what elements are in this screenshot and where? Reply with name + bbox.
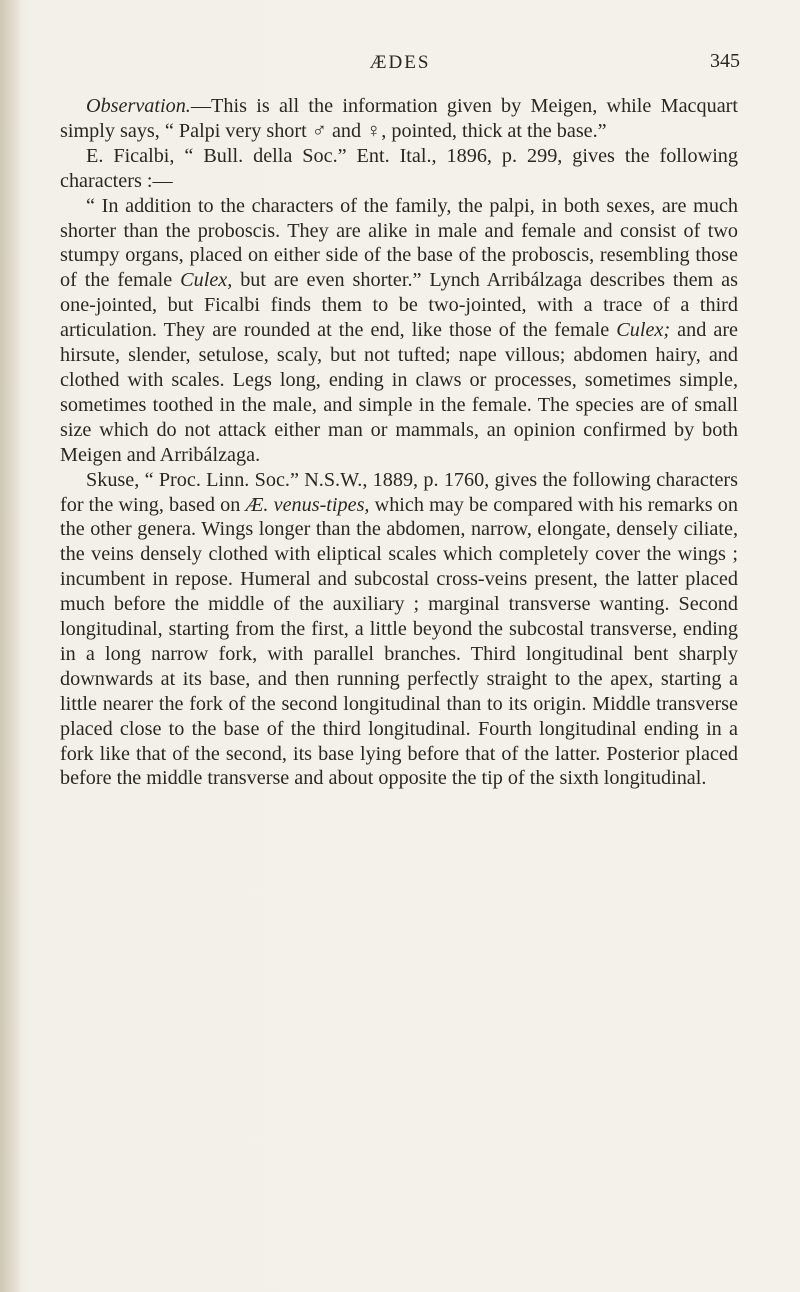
paragraph-observation bbox=[60, 94, 738, 144]
skuse-text-1: Skuse, “ Proc. Linn. Soc.” N.S.W., 1889, p. 1760, gives the following characters for the wing, based on bbox=[60, 468, 738, 516]
page-number: 345 bbox=[710, 50, 740, 72]
observation-lead: Observation. bbox=[86, 95, 191, 117]
skuse-species: Æ. venus-tipes, bbox=[245, 493, 370, 516]
palpi-text-3: and are hirsute, slender, setulose, scaly, but not tufted; nape villous; abdomen hairy, and clothed with scales. Legs long, ending in claws or processes, sometimes simple, sometimes toothed in the male, and simple in the female. The species are of small size which do not attack either man or mammals, an opinion confirmed by both Meigen and Arribálzaga. bbox=[60, 319, 738, 466]
paragraph-skuse-wing bbox=[60, 468, 738, 792]
skuse-text-2: which may be compared with his remarks on the other genera. Wings longer than the abdomen, narrow, elongate, densely ciliate, the veins densely clothed with eliptical scales which completely cover the wings ; incumbent in repose. Humeral and subcostal cross-veins present, the latter placed much before the middle of the auxiliary ; marginal transverse wanting. Second longitudinal, starting from the first, a little beyond the subcostal transverse, ending in a long narrow fork, with parallel branches. Third longitudinal bent sharply downwards at its base, and then running perfectly straight to the apex, starting a little nearer the fork of the second longitudinal than to its origin. Middle transverse placed close to the base of the third longitudinal. Fourth longitudinal ending in a fork like that of the second, its base lying before that of the latter. Posterior placed before the middle transverse and about opposite the tip of the sixth longitudinal. bbox=[60, 493, 738, 790]
paragraph-palpi-description bbox=[60, 194, 738, 468]
running-title: ÆDES bbox=[369, 52, 431, 73]
palpi-text-2: but are even shorter.” Lynch Arribálzaga describes them as one-jointed, but Ficalbi finds them to be two-jointed, with a trace of a third articulation. They are rounded at the end, like those of the female bbox=[60, 269, 738, 342]
palpi-genus-2: Culex; bbox=[616, 319, 671, 342]
binding-shadow bbox=[0, 0, 22, 1292]
paragraph-ficalbi-citation bbox=[60, 144, 738, 194]
observation-text: —This is all the information given by Meigen, while Macquart simply says, “ Palpi very short ♂ and ♀, pointed, thick at the base.” bbox=[60, 95, 738, 142]
running-head bbox=[60, 48, 740, 80]
palpi-text-1: “ In addition to the characters of the family, the palpi, in both sexes, are much shorter than the proboscis. They are alike in male and female and consist of two stumpy organs, placed on either side of the base of the proboscis, resembling those of the female bbox=[60, 194, 738, 292]
ficalbi-citation-text: E. Ficalbi, “ Bull. della Soc.” Ent. Ital., 1896, p. 299, gives the following characters :— bbox=[60, 144, 738, 192]
palpi-genus-1: Culex, bbox=[180, 269, 233, 292]
body-text bbox=[60, 94, 738, 791]
